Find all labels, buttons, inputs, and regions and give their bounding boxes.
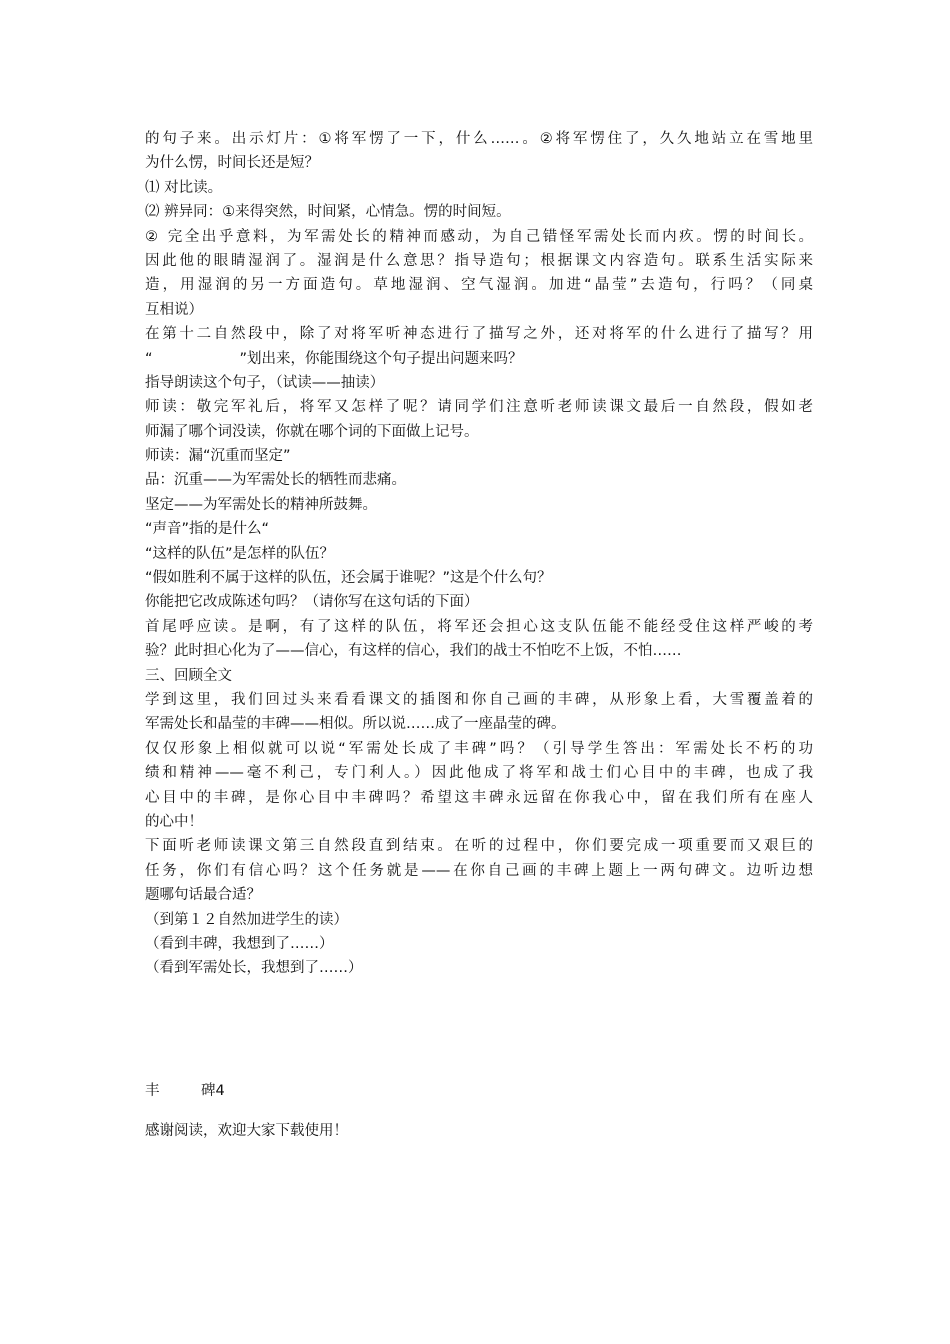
text-line: ② 完全出乎意料，为军需处长的精神而感动，为自己错怪军需处长而内疚。愣的时间长。 bbox=[145, 228, 813, 245]
text-line: 下面听老师读课文第三自然段直到结束。在听的过程中，你们要完成一项重要而又艰巨的 bbox=[145, 838, 813, 855]
text-line: 仅仅形象上相似就可以说“军需处长成了丰碑”吗？（引导学生答出：军需处长不朽的功 bbox=[145, 740, 813, 757]
text-line: （看到丰碑，我想到了……） bbox=[145, 935, 334, 952]
text-line: 绩和精神——毫不利己，专门利人。）因此他成了将军和战士们心目中的丰碑，也成了我 bbox=[145, 765, 813, 782]
text-line: 在第十二自然段中，除了对将军听神态进行了描写之外，还对将军的什么进行了描写？用 bbox=[145, 326, 813, 343]
text-line: 为什么愣，时间长还是短？ bbox=[145, 155, 319, 172]
text-line: 题哪句话最合适？ bbox=[145, 887, 261, 904]
text-line: “声音”指的是什么“ bbox=[145, 521, 270, 538]
spacer bbox=[145, 981, 813, 1079]
footer-title-char1: 丰 bbox=[145, 1082, 160, 1099]
text-line: 指导朗读这个句子，（试读——抽读） bbox=[145, 374, 385, 391]
document-body bbox=[145, 127, 813, 981]
text-line: “假如胜利不属于这样的队伍，还会属于谁呢？”这是个什么句？ bbox=[145, 570, 552, 587]
text-line: 师漏了哪个词没读，你就在哪个词的下面做上记号。 bbox=[145, 423, 479, 440]
text-line: 互相说） bbox=[145, 301, 203, 318]
document-page bbox=[145, 127, 813, 1143]
text-line: 三、回顾全文 bbox=[145, 667, 232, 684]
text-line: 首尾呼应读。是啊，有了这样的队伍，将军还会担心这支队伍能不能经受住这样严峻的考 bbox=[145, 618, 813, 635]
text-line: 造，用湿润的另一方面造句。草地湿润、空气湿润。加进“晶莹”去造句，行吗？（同桌 bbox=[145, 277, 813, 294]
text-line: 坚定——为军需处长的精神所鼓舞。 bbox=[145, 496, 377, 513]
text-line: 心目中的丰碑，是你心目中丰碑吗？希望这丰碑永远留在你我心中，留在我们所有在座人 bbox=[145, 789, 813, 806]
text-line: 验？此时担心化为了——信心，有这样的信心，我们的战士不怕吃不上饭，不怕…… bbox=[145, 643, 682, 660]
text-line: 的句子来。出示灯片：①将军愣了一下，什么……。②将军愣住了，久久地站立在雪地里 bbox=[145, 131, 813, 147]
text-line: 师读：漏“沉重而坚定” bbox=[145, 448, 291, 465]
text-line: “ ”划出来，你能围绕这个句子提出问题来吗？ bbox=[145, 350, 523, 367]
spacer bbox=[145, 1103, 813, 1119]
text-line: 学到这里，我们回过头来看看课文的插图和你自己画的丰碑，从形象上看，大雪覆盖着的 bbox=[145, 691, 813, 708]
text-line: 品：沉重——为军需处长的牺牲而悲痛。 bbox=[145, 472, 406, 489]
text-line: 因此他的眼睛湿润了。湿润是什么意思？指导造句；根据课文内容造句。联系生活实际来 bbox=[145, 252, 813, 269]
text-line: （看到军需处长，我想到了……） bbox=[145, 960, 363, 977]
footer-title bbox=[145, 1079, 813, 1103]
text-line: ⑴ 对比读。 bbox=[145, 179, 223, 196]
text-line: ⑵ 辨异同：①来得突然，时间紧，心情急。愣的时间短。 bbox=[145, 204, 511, 221]
text-line: 的心中！ bbox=[145, 813, 203, 830]
footer-title-char2: 碑4 bbox=[201, 1082, 225, 1099]
text-line: （到第１２自然加进学生的读） bbox=[145, 911, 348, 928]
thanks-note: 感谢阅读，欢迎大家下载使用！ bbox=[145, 1122, 348, 1139]
text-line: 你能把它改成陈述句吗？（请你写在这句话的下面） bbox=[145, 594, 479, 611]
text-line: “这样的队伍”是怎样的队伍？ bbox=[145, 545, 335, 562]
text-line: 师读：敬完军礼后，将军又怎样了呢？请同学们注意听老师读课文最后一自然段，假如老 bbox=[145, 399, 813, 416]
text-line: 军需处长和晶莹的丰碑——相似。所以说……成了一座晶莹的碑。 bbox=[145, 716, 566, 733]
text-line: 任务，你们有信心吗？这个任务就是——在你自己画的丰碑上题上一两句碑文。边听边想 bbox=[145, 862, 813, 879]
